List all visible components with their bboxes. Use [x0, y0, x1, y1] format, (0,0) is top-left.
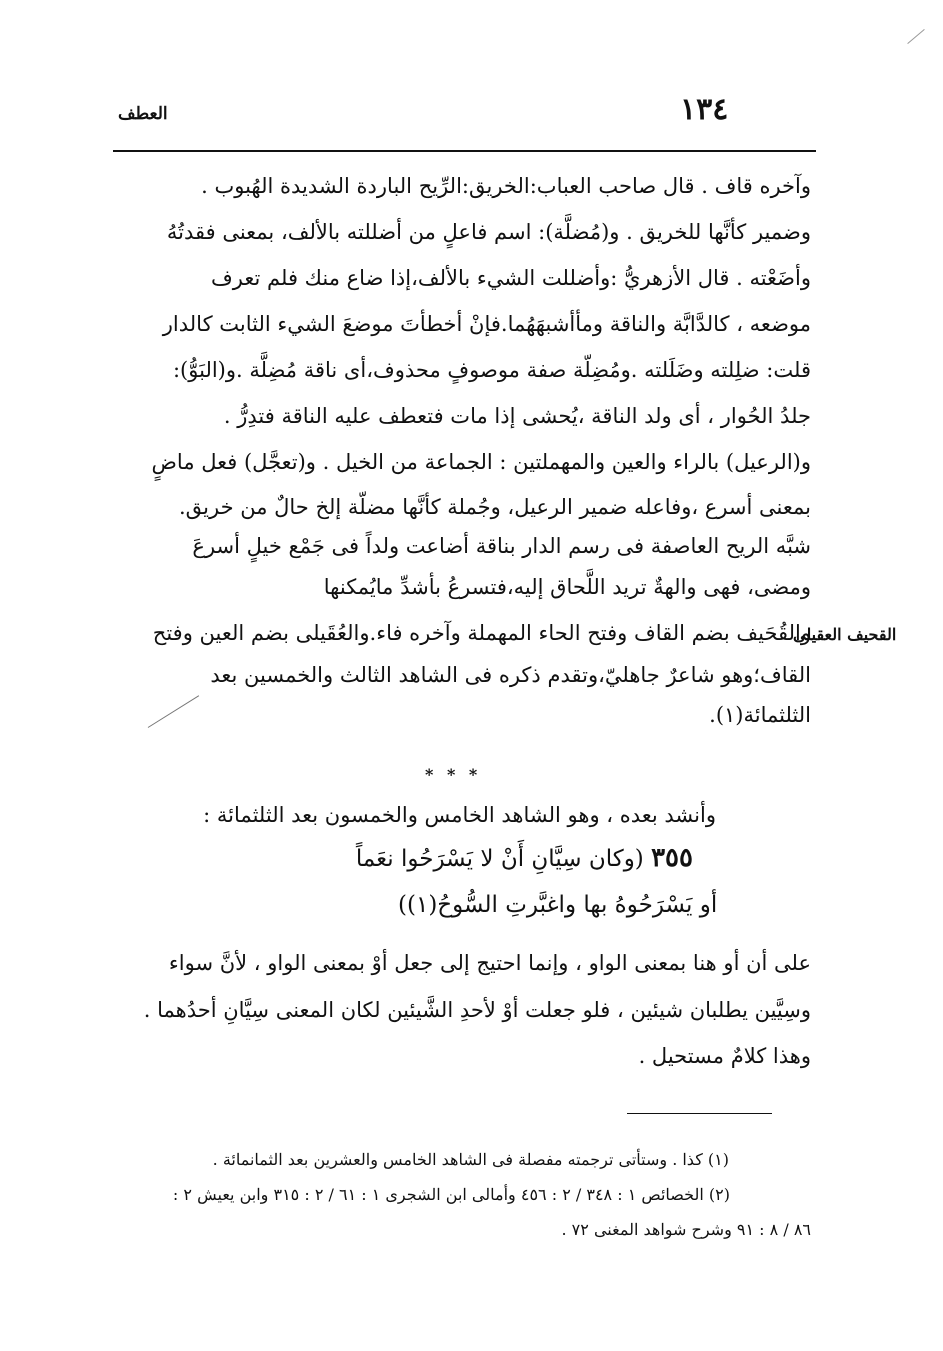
body-line: ومضى، فهى والهةٌ تريد اللَّحاق إليه،فتسرعُ بأشدِّ مايُمكنها	[323, 575, 811, 599]
header-rule	[113, 150, 816, 152]
body-line: وضمير كأنَّها للخريق . و(مُضلَّة): اسم فاعلٍ من أضللته بالألف، بمعنى فقدتُهُ	[166, 220, 811, 244]
body-line: موضعه ، كالدَّابَّة والناقة ومأأشبهَهُما.فإنْ أخطأتَ موضعَ الشيء الثابت كالدار	[162, 312, 811, 336]
body-line: جلدُ الحُوار ، أى ولد الناقة ،يُحشى إذا مات فتعطف عليه الناقة فتدِرُّ .	[223, 404, 811, 428]
verse-line-1	[356, 843, 693, 873]
corner-pen-mark	[907, 29, 924, 44]
section-separator: * * *	[425, 765, 482, 784]
body-line: بمعنى أسرع ،وفاعله ضمير الرعيل، وجُملة كأنَّها مضلّة إلخ حالٌ من خريق.	[178, 495, 811, 519]
footnote: (١) كذا . وستأتى ترجمته مفصلة فى الشاهد الخامس والعشرين بعد الثمانمائة .	[212, 1150, 729, 1169]
page-number: ١٣٤	[680, 92, 729, 127]
commentary-line: على أن أو هنا بمعنى الواو ، وإنما احتيج إلى جعل أوْ بمعنى الواو ، لأنَّ سواء	[168, 951, 811, 975]
body-line: و(الرعيل) بالراء والعين والمهملتين : الجماعة من الخيل . و(تعجَّل) فعل ماضٍ	[151, 450, 811, 474]
body-line: قلت: ضلِلته وضَلَلته .ومُضِلّة صفة موصوفٍ محذوف،أى ناقة مُضِلَّة .و(البَوُّ):	[172, 358, 811, 382]
verse-number: ٣٥٥	[651, 843, 693, 873]
body-line: القاف؛وهو شاعرٌ جاهليّ،وتقدم ذكره فى الشاهد الثالث والخمسين بعد	[210, 663, 811, 687]
commentary-line: وهذا كلامٌ مستحيل .	[638, 1044, 811, 1068]
body-line: الثلثمائة(١).	[709, 703, 811, 727]
body-line: وآخره قاف . قال صاحب العباب:الخريق:الرِّيح الباردة الشديدة الهُبوب .	[201, 174, 811, 198]
verse-intro: وأنشد بعده ، وهو الشاهد الخامس والخمسون بعد الثلثمائة :	[203, 803, 716, 827]
footnote-rule	[627, 1113, 772, 1114]
verse-hemistich-2: أو يَسْرَحُوهُ بها واغبَّرتِ السُّوحُ(١))	[398, 892, 718, 918]
margin-note: القحيف العقيلى	[793, 625, 897, 644]
body-line: والقُحَيف بضم القاف وفتح الحاء المهملة وآخره فاء.والعُقَيلى بضم العين وفتح	[152, 621, 811, 645]
footnote: (٢) الخصائص ١ : ٣٤٨ / ٢ : ٤٥٦ وأمالى ابن الشجرى ١ : ٦١ / ٢ : ٣١٥ وابن يعيش ٢ :	[172, 1185, 730, 1204]
footnote: ٨٦ / ٨ : ٩١ وشرح شواهد المغنى ٧٢ .	[561, 1220, 811, 1239]
running-head: العطف	[118, 104, 168, 124]
commentary-line: وسِيَّين يطلبان شيئين ، فلو جعلت أوْ لأحدِ الشَّيئين لكان المعنى سِيَّانِ أحدُهما .	[143, 998, 811, 1022]
body-line: وأضَعْته . قال الأزهريُّ :وأضللت الشيء بالألف،إذا ضاع منك فلم تعرف	[211, 266, 811, 290]
pen-mark	[148, 695, 199, 728]
verse-hemistich-1: (وكان سِيَّانِ أَنْ لا يَسْرَحُوا نعَماً	[355, 846, 644, 872]
body-line: شبَّه الريح العاصفة فى رسم الدار بناقة أضاعت ولداً فى جَمْع خيلٍ أسرعَ	[192, 534, 811, 558]
